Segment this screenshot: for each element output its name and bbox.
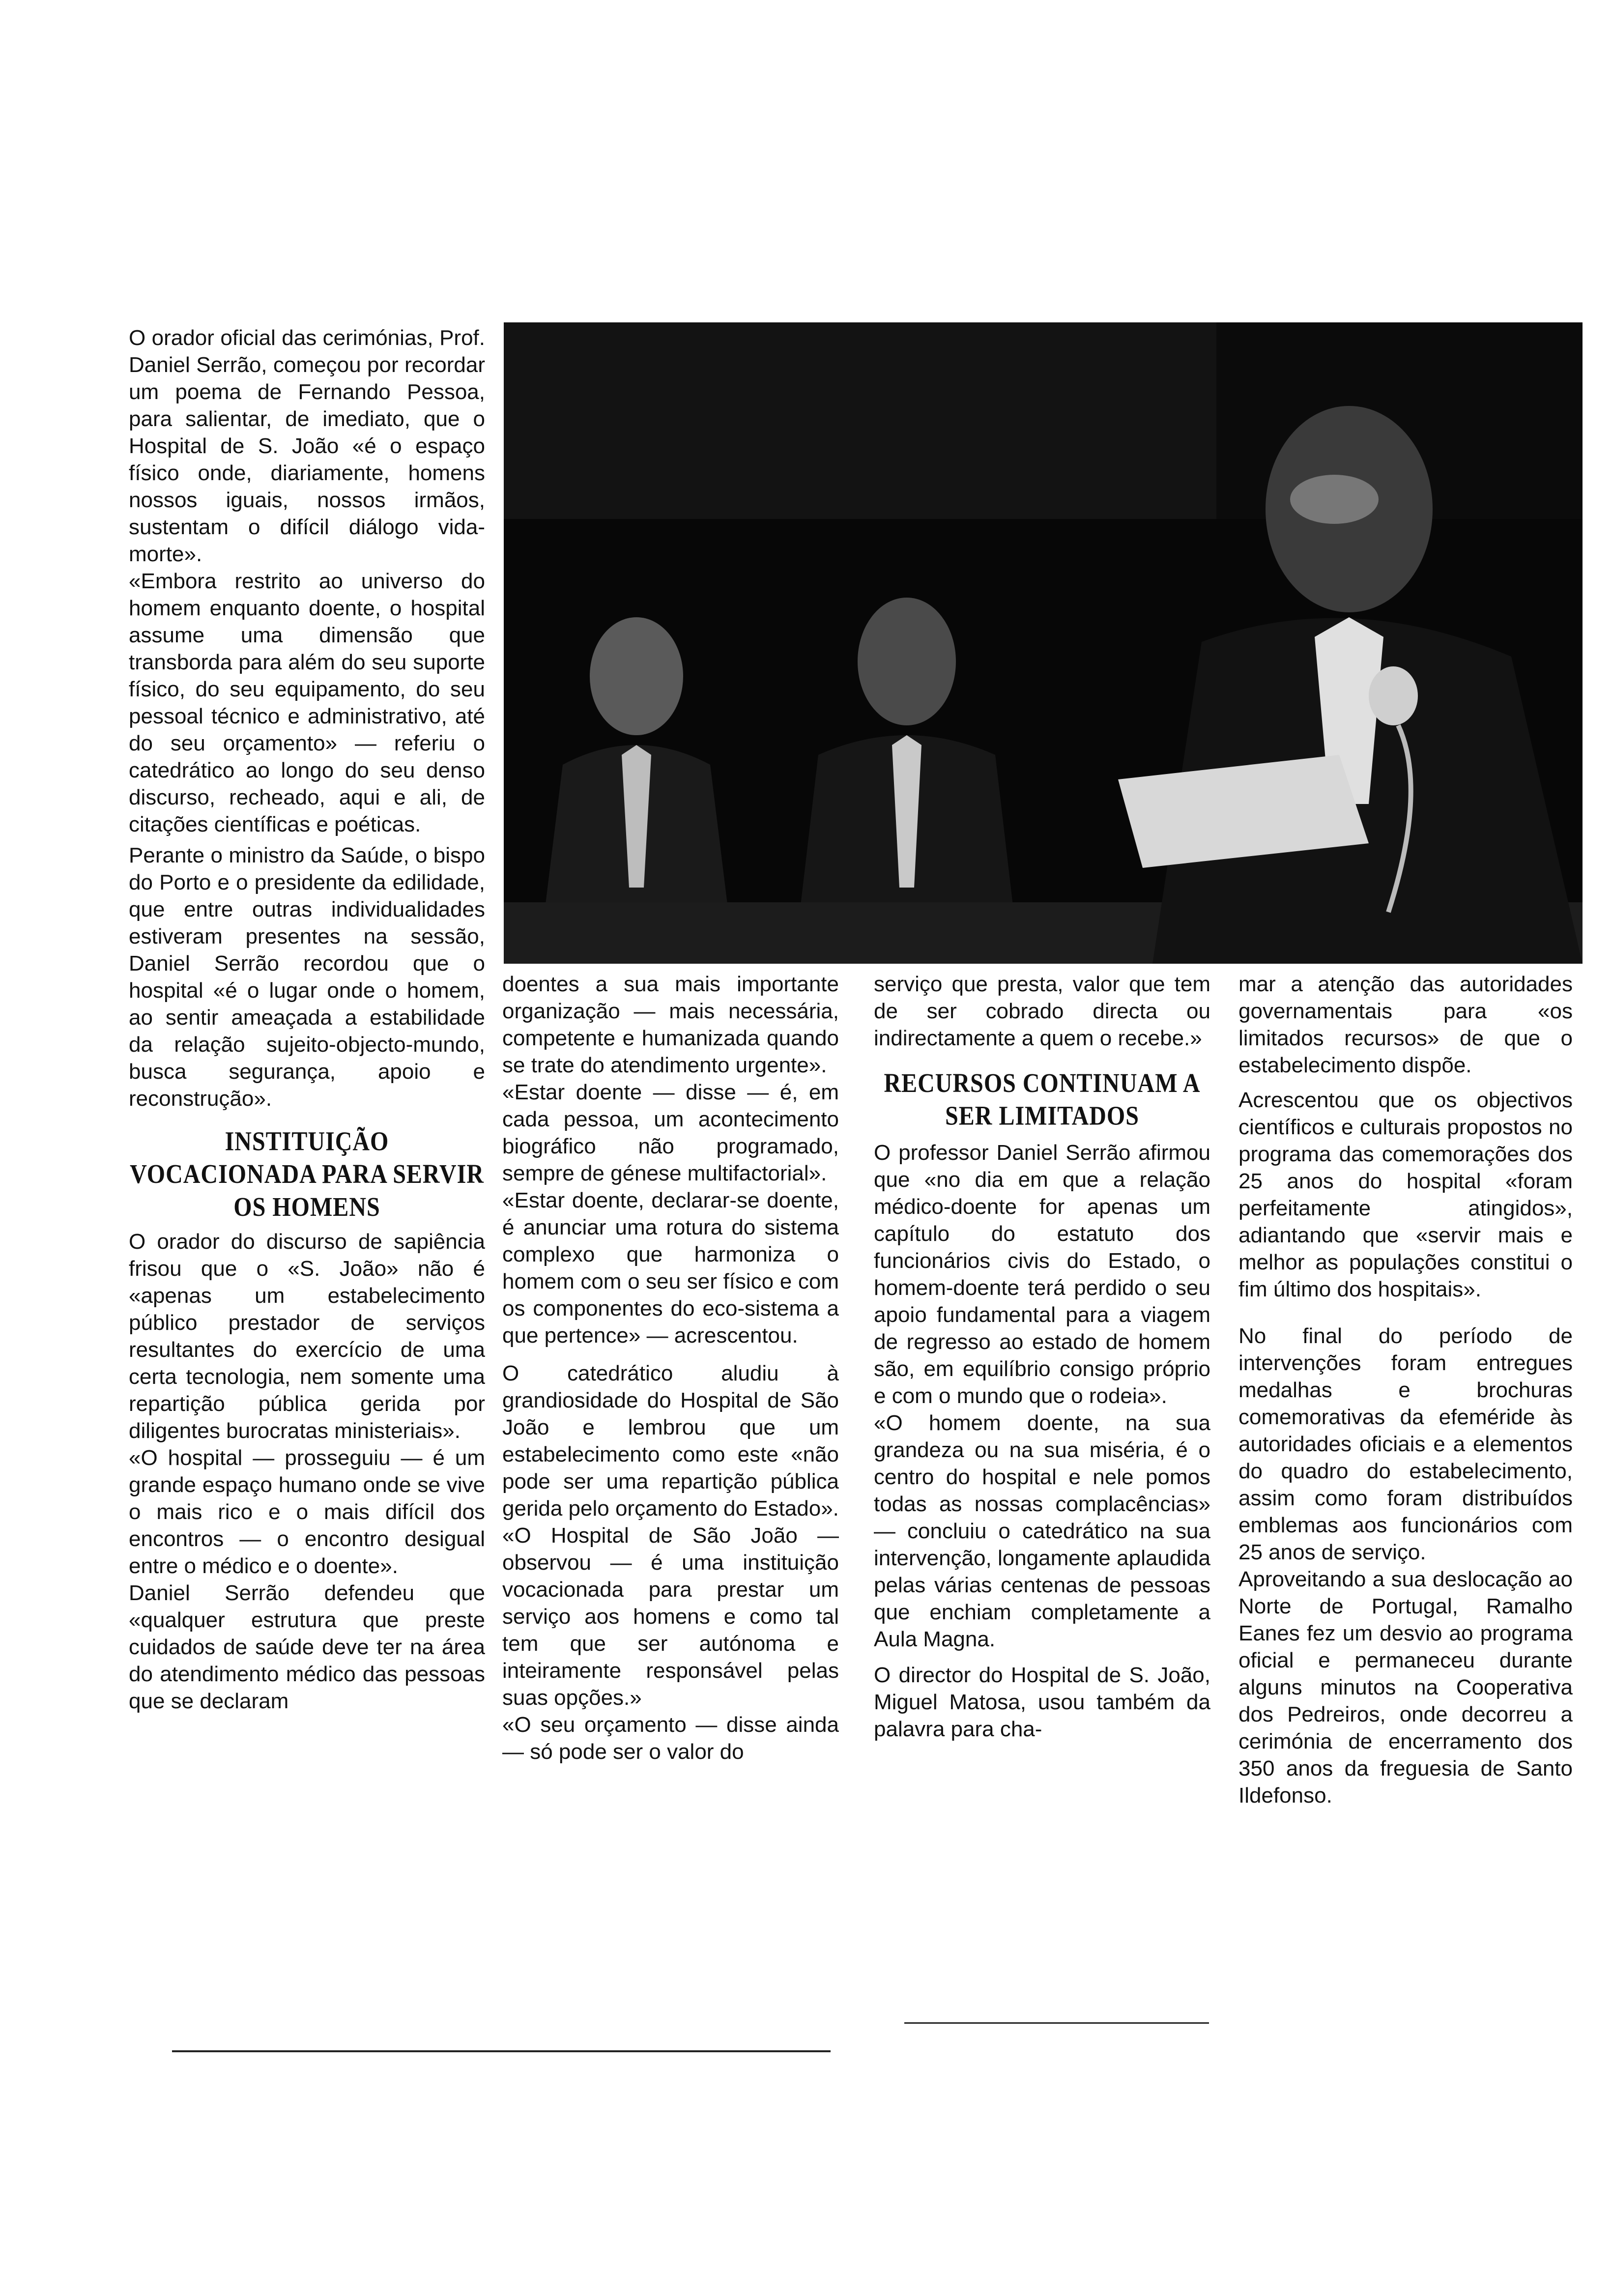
bottom-rule-right xyxy=(904,2022,1209,2024)
article-column-1 xyxy=(129,324,485,1715)
paragraph: O catedrático aludiu à grandiosidade do Hospital de São João e lembrou que um estabelecimento como este «não pode ser uma repartição pública gerida pelo orçamento do Estado». xyxy=(502,1361,839,1521)
paragraph: serviço que presta, valor que tem de ser cobrado directa ou indirectamente a quem o recebe.» xyxy=(874,972,1210,1050)
paragraph: O director do Hospital de S. João, Miguel Matosa, usou também da palavra para cha- xyxy=(874,1663,1210,1741)
article-column-3 xyxy=(874,971,1210,1743)
paragraph: «Estar doente, declarar-se doente, é anunciar uma rotura do sistema complexo que harmoniza o homem com o seu ser físico e com os componentes do eco-sistema a que pertence» — acrescentou. xyxy=(502,1188,839,1348)
paragraph: «Embora restrito ao universo do homem enquanto doente, o hospital assume uma dimensão que transborda para além do seu suporte físico, do seu equipamento, do seu pessoal técnico e administrativo, até do seu orçamento» — referiu o catedrático ao longo do seu denso discurso, recheado, aqui e ali, de citações científicas e poéticas. xyxy=(129,569,485,836)
paragraph: «Estar doente — disse — é, em cada pessoa, um acontecimento biográfico não programado, sempre de génese multifactorial». xyxy=(502,1080,839,1185)
article-column-4 xyxy=(1238,971,1573,1809)
news-photo xyxy=(504,322,1583,964)
paragraph: No final do período de intervenções foram entregues medalhas e brochuras comemorativas da efeméride às autoridades oficiais e a elementos do quadro do estabelecimento, assim como foram distribuídos emblemas aos funcionários com 25 anos de serviço. xyxy=(1238,1324,1573,1564)
section-heading: RECURSOS CONTINUAM A SER LIMITADOS xyxy=(884,1068,1201,1131)
paragraph: mar a atenção das autoridades governamentais para «os limitados recursos» de que o estabelecimento dispõe. xyxy=(1238,972,1573,1077)
photo-image xyxy=(504,322,1583,964)
paragraph: O professor Daniel Serrão afirmou que «no dia em que a relação médico-doente for apenas um capítulo do estatuto dos funcionários civis do Estado, o homem-doente terá perdido o seu apoio fundamental para a viagem de regresso ao estado de homem são, em equilíbrio consigo próprio e com o mundo que o rodeia». xyxy=(874,1141,1210,1408)
section-heading: INSTITUIÇÃO VOCACIONADA PARA SERVIR OS HOMENS xyxy=(130,1126,484,1222)
paragraph: O orador do discurso de sapiência frisou que o «S. João» não é «apenas um estabelecimento público prestador de serviços resultantes do exercício de uma certa tecnologia, nem somente uma repartição pública gerida por diligentes burocratas ministeriais». xyxy=(129,1230,485,1443)
paragraph: Acrescentou que os objectivos científicos e culturais propostos no programa das comemorações dos 25 anos do hospital «foram perfeitamente atingidos», adiantando que «servir mais e melhor as populações constitui o fim último dos hospitais». xyxy=(1238,1088,1573,1301)
paragraph: «O Hospital de São João — observou — é uma instituição vocacionada para prestar um serviço aos homens e como tal tem que ser autónoma e inteiramente responsável pelas suas opções.» xyxy=(502,1523,839,1710)
paragraph: O orador oficial das cerimónias, Prof. Daniel Serrão, começou por recordar um poema de Fernando Pessoa, para salientar, de imediato, que o Hospital de S. João «é o espaço físico onde, diariamente, homens nossos iguais, nossos irmãos, sustentam o difícil diálogo vida-morte». xyxy=(129,326,485,566)
paragraph: Daniel Serrão defendeu que «qualquer estrutura que preste cuidados de saúde deve ter na área do atendimento médico das pessoas que se declaram xyxy=(129,1581,485,1713)
paragraph: Aproveitando a sua deslocação ao Norte de Portugal, Ramalho Eanes fez um desvio ao programa oficial e permaneceu durante alguns minutos na Cooperativa dos Pedreiros, onde decorreu a cerimónia de encerramento dos 350 anos da freguesia de Santo Ildefonso. xyxy=(1238,1567,1573,1808)
paragraph: «O hospital — prosseguiu — é um grande espaço humano onde se vive o mais rico e o mais difícil dos encontros — o encontro desigual entre o médico e o doente». xyxy=(129,1446,485,1578)
paragraph: Perante o ministro da Saúde, o bispo do Porto e o presidente da edilidade, que entre outras individualidades estiveram presentes na sessão, Daniel Serrão recordou que o hospital «é o lugar onde o homem, ao sentir ameaçada a estabilidade da relação sujeito-objecto-mundo, busca segurança, apoio e reconstrução». xyxy=(129,843,485,1111)
paragraph: «O homem doente, na sua grandeza ou na sua miséria, é o centro do hospital e nele pomos todas as nossas complacências» — concluiu o catedrático na sua intervenção, longamente aplaudida pelas várias centenas de pessoas que enchiam completamente a Aula Magna. xyxy=(874,1411,1210,1651)
paragraph: «O seu orçamento — disse ainda — só pode ser o valor do xyxy=(502,1713,839,1764)
article-column-2 xyxy=(502,971,839,1765)
bottom-rule-left xyxy=(172,2050,831,2052)
paragraph: doentes a sua mais importante organização — mais necessária, competente e humanizada quando se trate do atendimento urgente». xyxy=(502,972,839,1077)
